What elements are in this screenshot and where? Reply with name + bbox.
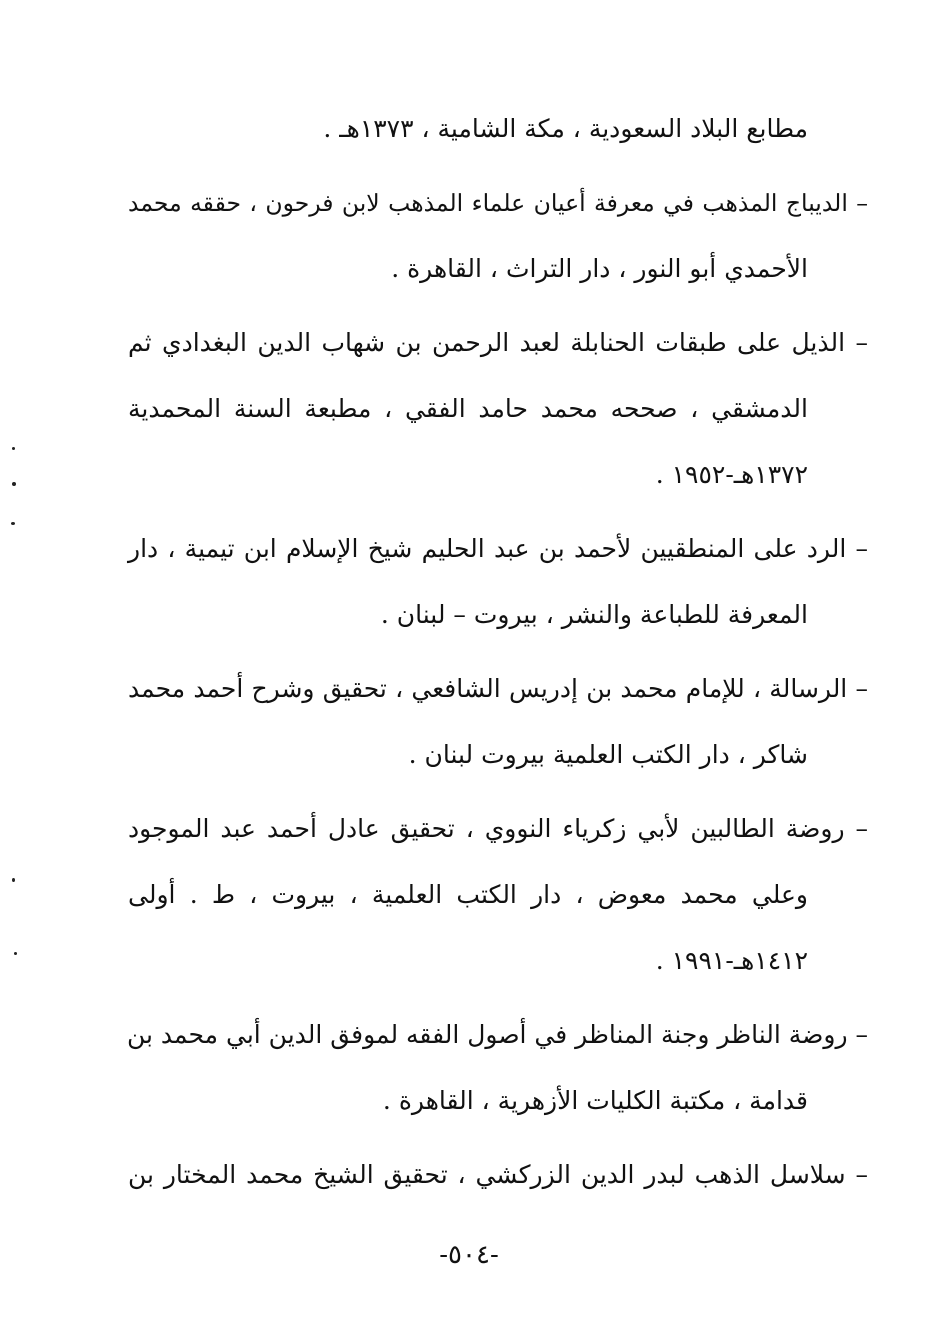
bibliography-list	[128, 96, 868, 1208]
entry-start-line: – الرد على المنطقيين لأحمد بن عبد الحليم شيخ الإسلام ابن تيمية ، دار	[128, 534, 868, 563]
scan-speck	[11, 522, 15, 525]
entry-continuation-line: شاكر ، دار الكتب العلمية بيروت لبنان .	[408, 740, 808, 769]
entry-start-line: – الرسالة ، للإمام محمد بن إدريس الشافعي ، تحقيق وشرح أحمد محمد	[128, 674, 868, 703]
entry-start-line: – روضة الناظر وجنة المناظر في أصول الفقه لموفق الدين أبي محمد بن	[127, 1020, 868, 1049]
entry-continuation-line: الدمشقي ، صححه محمد حامد الفقي ، مطبعة السنة المحمدية	[128, 394, 808, 423]
entry-continuation-line: وعلي محمد معوض ، دار الكتب العلمية ، بيروت ، ط . أولى	[128, 880, 808, 909]
entry-start-line: – روضة الطالبين لأبي زكرياء النووي ، تحقيق عادل أحمد عبد الموجود	[128, 814, 868, 843]
entry-start-line: – الديباج المذهب في معرفة أعيان علماء المذهب لابن فرحون ، حققه محمد	[128, 189, 868, 217]
page-number: -٥٠٤-	[439, 1240, 499, 1270]
entry-start-line: – سلاسل الذهب لبدر الدين الزركشي ، تحقيق الشيخ محمد المختار بن	[128, 1160, 868, 1189]
entry-start-line: – الذيل على طبقات الحنابلة لعبد الرحمن بن شهاب الدين البغدادي ثم	[128, 328, 868, 357]
entry-continuation-line: ١٤١٢هـ-١٩٩١ .	[655, 946, 808, 975]
scan-speck	[12, 447, 15, 450]
entry-continuation-line: المعرفة للطباعة والنشر ، بيروت – لبنان .	[380, 600, 808, 629]
entry-continuation-line: ١٣٧٢هـ-١٩٥٢ .	[655, 460, 808, 489]
scan-speck	[12, 878, 15, 882]
scan-speck	[14, 952, 17, 955]
entry-continuation-line: الأحمدي أبو النور ، دار التراث ، القاهرة .	[391, 254, 808, 283]
entry-continuation-line: قدامة ، مكتبة الكليات الأزهرية ، القاهرة .	[382, 1086, 808, 1115]
entry-continuation-line: مطابع البلاد السعودية ، مكة الشامية ، ١٣٧٣هـ .	[323, 114, 808, 143]
scan-speck	[12, 482, 16, 486]
